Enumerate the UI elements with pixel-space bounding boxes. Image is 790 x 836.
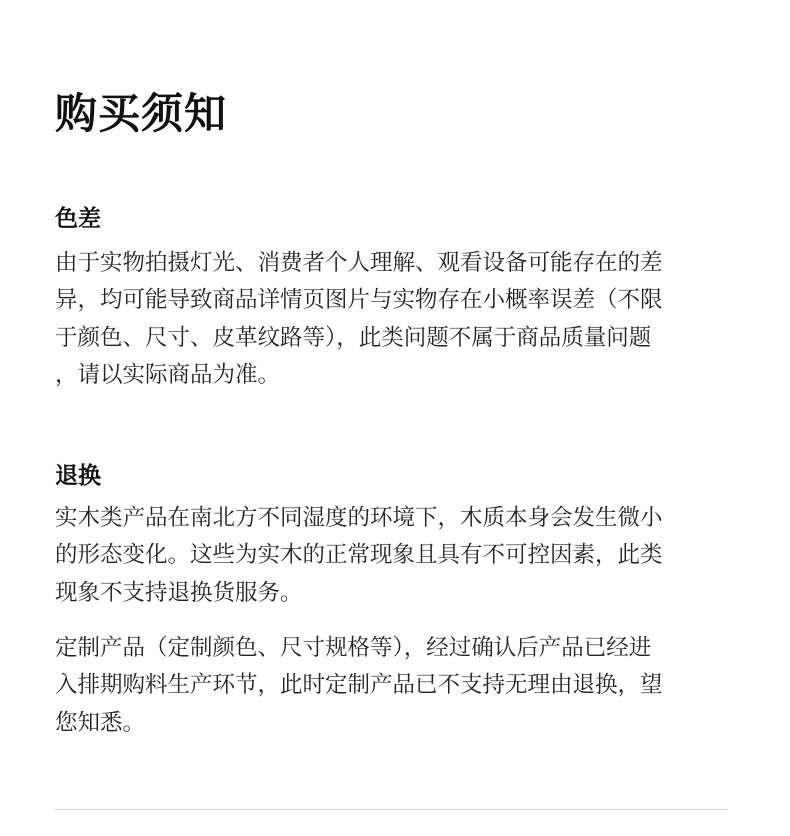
- section-heading-color-difference: 色差: [55, 206, 101, 232]
- paragraph-line: 由于实物拍摄灯光、消费者个人理解、观看设备可能存在的差: [55, 250, 663, 276]
- page-title: 购买须知: [55, 89, 228, 138]
- section-heading-returns: 退换: [55, 463, 101, 489]
- paragraph-line: 于颜色、尺寸、皮革纹路等），此类问题不属于商品质量问题: [55, 324, 652, 351]
- paragraph-line: 实木类产品在南北方不同湿度的环境下，木质本身会发生微小: [55, 505, 663, 531]
- custom-product-paragraph: [55, 630, 725, 742]
- solid-wood-paragraph: [55, 500, 725, 612]
- color-difference-paragraph: [55, 245, 725, 394]
- bottom-divider: [55, 809, 728, 810]
- paragraph-line: 异，均可能导致商品详情页图片与实物存在小概率误差（不限: [55, 287, 663, 314]
- paragraph-line: 您知悉。: [55, 709, 146, 736]
- paragraph-line: 现象不支持退换货服务。: [55, 579, 303, 606]
- paragraph-line: 入排期购料生产环节，此时定制产品已不支持无理由退换，望: [55, 672, 663, 699]
- paragraph-line: ，请以实际商品为准。: [55, 361, 281, 388]
- paragraph-line: 的形态变化。这些为实木的正常现象且具有不可控因素，此类: [55, 542, 663, 569]
- paragraph-line: 定制产品（定制颜色、尺寸规格等），经过确认后产品已经进: [55, 635, 652, 661]
